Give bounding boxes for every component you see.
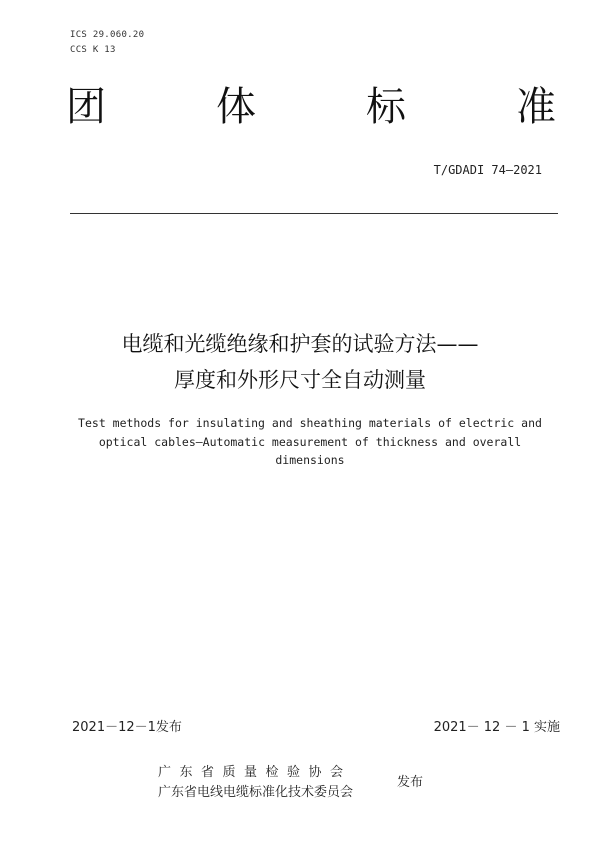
english-title-line-1: Test methods for insulating and sheathing materials of electric and [78, 416, 542, 430]
chinese-title-line-1: 电缆和光缆绝缘和护套的试验方法—— [121, 332, 479, 356]
issue-date: 2021－12－1发布 [72, 720, 182, 735]
ics-code: ICS 29.060.20 [70, 30, 145, 40]
ccs-code: CCS K 13 [70, 45, 116, 55]
publisher-org-1: 广东省质量检验协会 [158, 765, 352, 780]
standard-number: T/GDADI 74—2021 [433, 163, 542, 177]
implementation-date: 2021－ 12 － 1 实施 [433, 720, 560, 735]
english-title-line-2: optical cables—Automatic measurement of thickness and overall [98, 434, 522, 449]
horizontal-divider [70, 213, 558, 214]
english-title-line-3: dimensions [275, 453, 345, 467]
chinese-title-line-2: 厚度和外形尺寸全自动测量 [174, 368, 426, 392]
publisher-org-2: 广东省电线电缆标准化技术委员会 [158, 785, 354, 800]
document-type-title [66, 83, 556, 131]
publish-label: 发布 [397, 775, 424, 790]
title-char: 团 [66, 84, 106, 130]
title-char: 标 [366, 84, 406, 130]
english-title [60, 414, 560, 470]
title-char: 准 [516, 84, 556, 130]
title-char: 体 [216, 84, 256, 130]
